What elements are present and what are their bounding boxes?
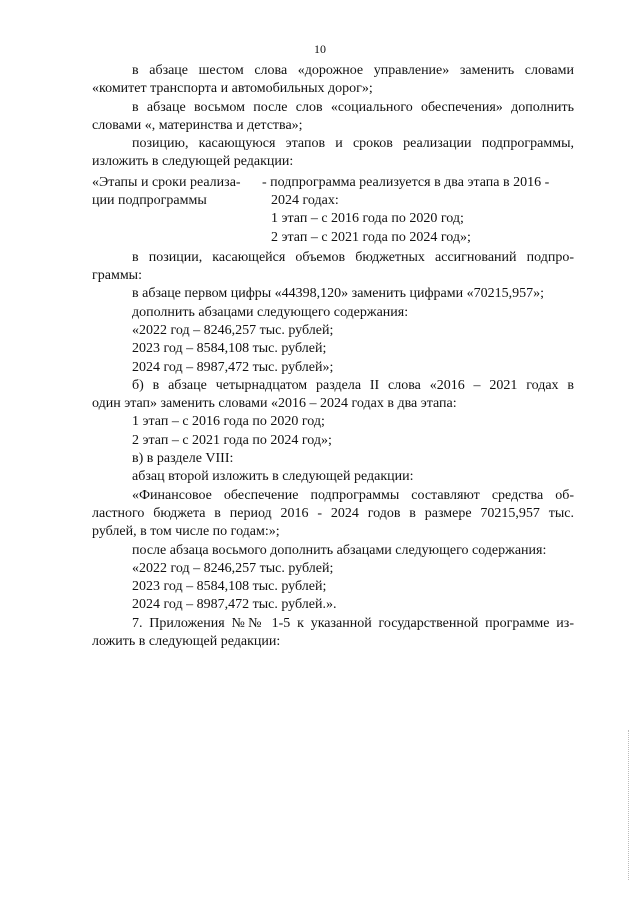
stages-table bbox=[92, 174, 574, 247]
paragraph-line: «2022 год – 8246,257 тыс. рублей; bbox=[132, 560, 334, 576]
paragraph-line: после абзаца восьмого дополнить абзацами следующего содержания: bbox=[132, 542, 547, 558]
paragraph-line: 2024 год – 8987,472 тыс. рублей.». bbox=[132, 597, 337, 613]
table-value-line: - подпрограмма реализуется в два этапа в 2016 - bbox=[262, 174, 550, 190]
table-value-line: 1 этап – с 2016 года по 2020 год; bbox=[271, 211, 464, 227]
paragraph-line: в) в разделе VIII: bbox=[132, 451, 234, 467]
scan-edge-marks bbox=[628, 730, 630, 880]
paragraph-line: 2023 год – 8584,108 тыс. рублей; bbox=[132, 579, 327, 595]
paragraph-1 bbox=[92, 62, 574, 99]
stages-table-value bbox=[262, 174, 574, 247]
paragraph-line: дополнить абзацами следующего содержания: bbox=[132, 304, 409, 320]
paragraph-line: 2023 год – 8584,108 тыс. рублей; bbox=[132, 341, 327, 357]
table-value-line: 2 этап – с 2021 года по 2024 год»; bbox=[271, 229, 471, 245]
paragraph-7 bbox=[92, 615, 574, 652]
paragraph-line: в абзаце первом цифры «44398,120» заменить цифрами «70215,957»; bbox=[132, 286, 544, 302]
document-body bbox=[92, 62, 574, 651]
paragraph-line: «комитет транспорта и автомобильных дорог»; bbox=[92, 81, 373, 97]
paragraph-line: «Финансовое обеспечение подпрограммы составляют средства об- bbox=[132, 487, 574, 503]
paragraph-line: словами «, материнства и детства»; bbox=[92, 117, 303, 133]
paragraph-line: 1 этап – с 2016 года по 2020 год; bbox=[132, 414, 325, 430]
paragraph-line: позицию, касающуюся этапов и сроков реализации подпрограммы, bbox=[132, 136, 574, 152]
paragraph-line: изложить в следующей редакции: bbox=[92, 154, 294, 170]
paragraph-line: «2022 год – 8246,257 тыс. рублей; bbox=[132, 322, 334, 338]
table-label-line: «Этапы и сроки реализа- bbox=[92, 174, 241, 190]
paragraph-4 bbox=[92, 249, 574, 286]
paragraph-line: 2 этап – с 2021 года по 2024 год»; bbox=[132, 432, 332, 448]
paragraph-line: в абзаце шестом слова «дорожное управление» заменить словами bbox=[132, 63, 574, 78]
paragraph-line: 7. Приложения №№ 1-5 к указанной государственной программе из- bbox=[132, 615, 574, 631]
paragraph-line: граммы: bbox=[92, 268, 142, 284]
paragraph-line: в позиции, касающейся объемов бюджетных ассигнований подпро- bbox=[132, 249, 574, 265]
page-number: 10 bbox=[314, 42, 326, 56]
paragraph-line: рублей, в том числе по годам:»; bbox=[92, 524, 280, 540]
paragraph-3 bbox=[92, 135, 574, 172]
stages-table-label bbox=[92, 174, 262, 211]
paragraph-line: в абзаце восьмом после слов «социального обеспечения» дополнить bbox=[132, 99, 574, 115]
paragraph-line: ластного бюджета в период 2016 - 2024 годов в размере 70215,957 тыс. bbox=[92, 505, 574, 521]
paragraph-line: б) в абзаце четырнадцатом раздела II слова «2016 – 2021 годах в bbox=[132, 377, 574, 393]
paragraph-6 bbox=[92, 487, 574, 542]
paragraph-line: ложить в следующей редакции: bbox=[92, 634, 281, 650]
table-value-line: 2024 годах: bbox=[271, 193, 339, 209]
paragraph-2 bbox=[92, 99, 574, 136]
paragraph-line: 2024 год – 8987,472 тыс. рублей»; bbox=[132, 359, 334, 375]
paragraph-line: один этап» заменить словами «2016 – 2024 годах в два этапа: bbox=[92, 396, 457, 412]
paragraph-5 bbox=[92, 377, 574, 414]
table-label-line: ции подпрограммы bbox=[92, 193, 207, 209]
paragraph-line: абзац второй изложить в следующей редакции: bbox=[132, 469, 414, 485]
